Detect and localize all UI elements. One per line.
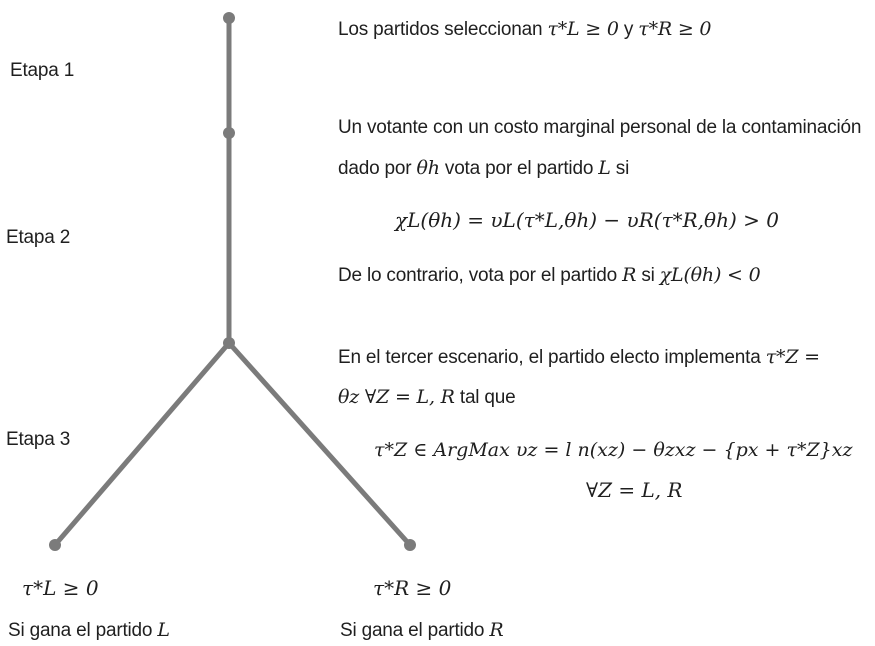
stage-1-conjunction: y [623, 19, 634, 40]
stage-2-label: Etapa 2 [6, 227, 71, 248]
stage-2-line-1: Un votante con un costo marginal personal de la contaminación [338, 117, 862, 138]
stage-3-label: Etapa 3 [6, 429, 71, 450]
stage-1-prefix: Los partidos seleccionan [338, 19, 543, 40]
stage-3-line-1 [338, 345, 820, 370]
node-stage3 [223, 337, 235, 349]
node-stage2 [223, 127, 235, 139]
node-leaf-right [404, 539, 416, 551]
right-leaf-caption-prefix: Si gana el partido [340, 620, 485, 641]
stage-2-line-3 [338, 263, 760, 288]
stage-3-line-1-prefix: En el tercer escenario, el partido electo implementa [338, 347, 761, 368]
stage-2-line-3-si: si [641, 265, 655, 286]
left-leaf-caption [8, 618, 170, 643]
stage-3-equation-2: ∀Z = L, R [586, 478, 683, 502]
node-leaf-left [49, 539, 61, 551]
stage-1-label: Etapa 1 [10, 60, 75, 81]
stage-3-line-2-math: θz ∀Z = L, R [338, 386, 455, 408]
stage-2-line-2-suffix: si [615, 158, 630, 179]
left-leaf-caption-prefix: Si gana el partido [8, 620, 153, 641]
stage-2-line-2-mid: vota por el partido [444, 158, 594, 179]
right-leaf-payoff: τ*R ≥ 0 [373, 576, 452, 600]
right-leaf-caption [340, 618, 503, 643]
stage-2-line-3-prefix: De lo contrario, vota por el partido [338, 265, 618, 286]
left-leaf-payoff: τ*L ≥ 0 [22, 576, 99, 600]
stage-3-line-2-suffix: tal que [459, 387, 516, 408]
stage-2-party-r: R [622, 264, 637, 286]
stage-1-math-right: τ*R ≥ 0 [638, 18, 712, 40]
right-leaf-party: R [489, 619, 504, 641]
stage-3-equation: τ*Z ∈ ArgMax υz = l n(xz) − θzxz − {px + τ*Z}xz [374, 439, 853, 461]
stage-2-equation: χL(θh) = υL(τ*L,θh) − υR(τ*R,θh) > 0 [395, 208, 779, 232]
stage-3-line-1-math: τ*Z = [765, 346, 820, 368]
stage-2-line-2 [338, 156, 629, 181]
edge-to-left-leaf [55, 343, 229, 545]
node-root [223, 12, 235, 24]
stage-2-line-2-prefix: dado por [338, 158, 412, 179]
left-leaf-party: L [157, 619, 170, 641]
stage-3-line-2 [338, 385, 516, 410]
stage-1-description [338, 17, 711, 42]
stage-2-party-l: L [598, 157, 611, 179]
stage-1-math-left: τ*L ≥ 0 [547, 18, 619, 40]
stage-2-theta-h: θh [416, 157, 440, 179]
stage-2-line-3-math: χL(θh) < 0 [659, 264, 761, 286]
